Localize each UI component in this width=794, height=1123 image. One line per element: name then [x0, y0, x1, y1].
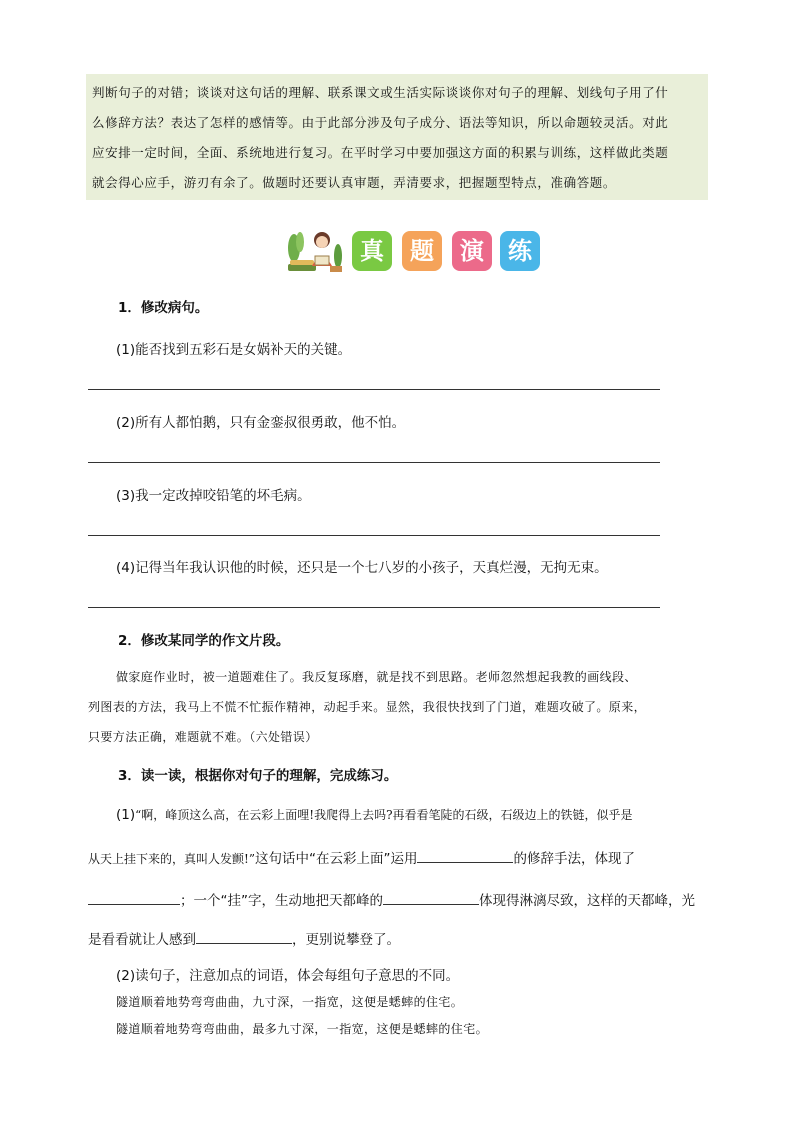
reading-girl-icon: [284, 226, 344, 276]
prompt-text: 是看看就让人感到: [88, 932, 196, 948]
banner-tile: 真: [352, 231, 392, 271]
intro-line: 判断句子的对错；谈谈对这句话的理解、联系课文或生活实际谈谈你对句子的理解、划线句子用了什: [92, 85, 669, 100]
intro-line: 应安排一定时间，全面、系统地进行复习。在平时学习中要加强这方面的积累与训练，这样做此类题: [92, 145, 669, 160]
q3-line-3: [88, 889, 695, 909]
sentence-item: (2)所有人都怕鹅，只有金銮叔很勇敢，他不怕。: [116, 415, 406, 431]
q3-line-2: [88, 847, 635, 867]
fill-blank[interactable]: [383, 890, 479, 905]
intro-box: [86, 74, 708, 200]
example-sentence: 隧道顺着地势弯弯曲曲，九寸深，一指宽，这便是蟋蟀的住宅。: [116, 995, 464, 1009]
item-number: (1): [116, 807, 136, 823]
banner-tile: 题: [402, 231, 442, 271]
prompt-text: 体现得淋漓尽致，这样的天都峰，光: [479, 893, 695, 909]
essay-line: 只要方法正确，难题就不难。（六处错误）: [88, 730, 318, 744]
quote-text: 从天上挂下来的，真叫人发颤!”: [88, 852, 255, 866]
prompt-text: 的修辞手法，体现了: [513, 851, 635, 867]
intro-line: 么修辞方法？表达了怎样的感情等。由于此部分涉及句子成分、语法等知识，所以命题较灵活。对此: [92, 115, 669, 130]
answer-line[interactable]: [88, 535, 660, 536]
fill-blank[interactable]: [88, 890, 180, 905]
sub-question: (2)读句子，注意加点的词语，体会每组句子意思的不同。: [116, 968, 460, 984]
answer-line[interactable]: [88, 607, 660, 608]
quote-text: “啊，峰顶这么高，在云彩上面哩!我爬得上去吗?再看看笔陡的石级，石级边上的铁链，似乎是: [135, 808, 633, 822]
essay-line: 做家庭作业时，被一道题难住了。我反复琢磨，就是找不到思路。老师忽然想起我教的画线段、: [116, 670, 637, 684]
example-sentence: 隧道顺着地势弯弯曲曲，最多九寸深，一指宽，这便是蟋蟀的住宅。: [116, 1022, 489, 1036]
q3-line-1: [116, 806, 633, 823]
section-banner: [284, 226, 544, 276]
sentence-item: (3)我一定改掉咬铅笔的坏毛病。: [116, 488, 311, 504]
question-title: 3．读一读，根据你对句子的理解，完成练习。: [118, 768, 398, 784]
fill-blank[interactable]: [196, 929, 292, 944]
answer-line[interactable]: [88, 389, 660, 390]
q3-line-4: [88, 928, 400, 948]
answer-line[interactable]: [88, 462, 660, 463]
essay-line: 列图表的方法，我马上不慌不忙振作精神，动起手来。显然，我很快找到了门道，难题攻破了。原来，: [88, 700, 647, 714]
fill-blank[interactable]: [417, 848, 513, 863]
sentence-item: (4)记得当年我认识他的时候，还只是一个七八岁的小孩子，天真烂漫，无拘无束。: [116, 560, 608, 576]
prompt-text: ，更别说攀登了。: [292, 932, 400, 948]
banner-tile: 演: [452, 231, 492, 271]
question-title: 1．修改病句。: [118, 300, 209, 316]
intro-line: 就会得心应手，游刃有余了。做题时还要认真审题，弄清要求，把握题型特点，准确答题。: [92, 175, 617, 190]
banner-tile: 练: [500, 231, 540, 271]
sentence-item: (1)能否找到五彩石是女娲补天的关键。: [116, 342, 352, 358]
question-title: 2．修改某同学的作文片段。: [118, 633, 290, 649]
prompt-text: ；一个“挂”字，生动地把天都峰的: [180, 893, 383, 909]
prompt-text: 这句话中“在云彩上面”运用: [254, 851, 418, 867]
